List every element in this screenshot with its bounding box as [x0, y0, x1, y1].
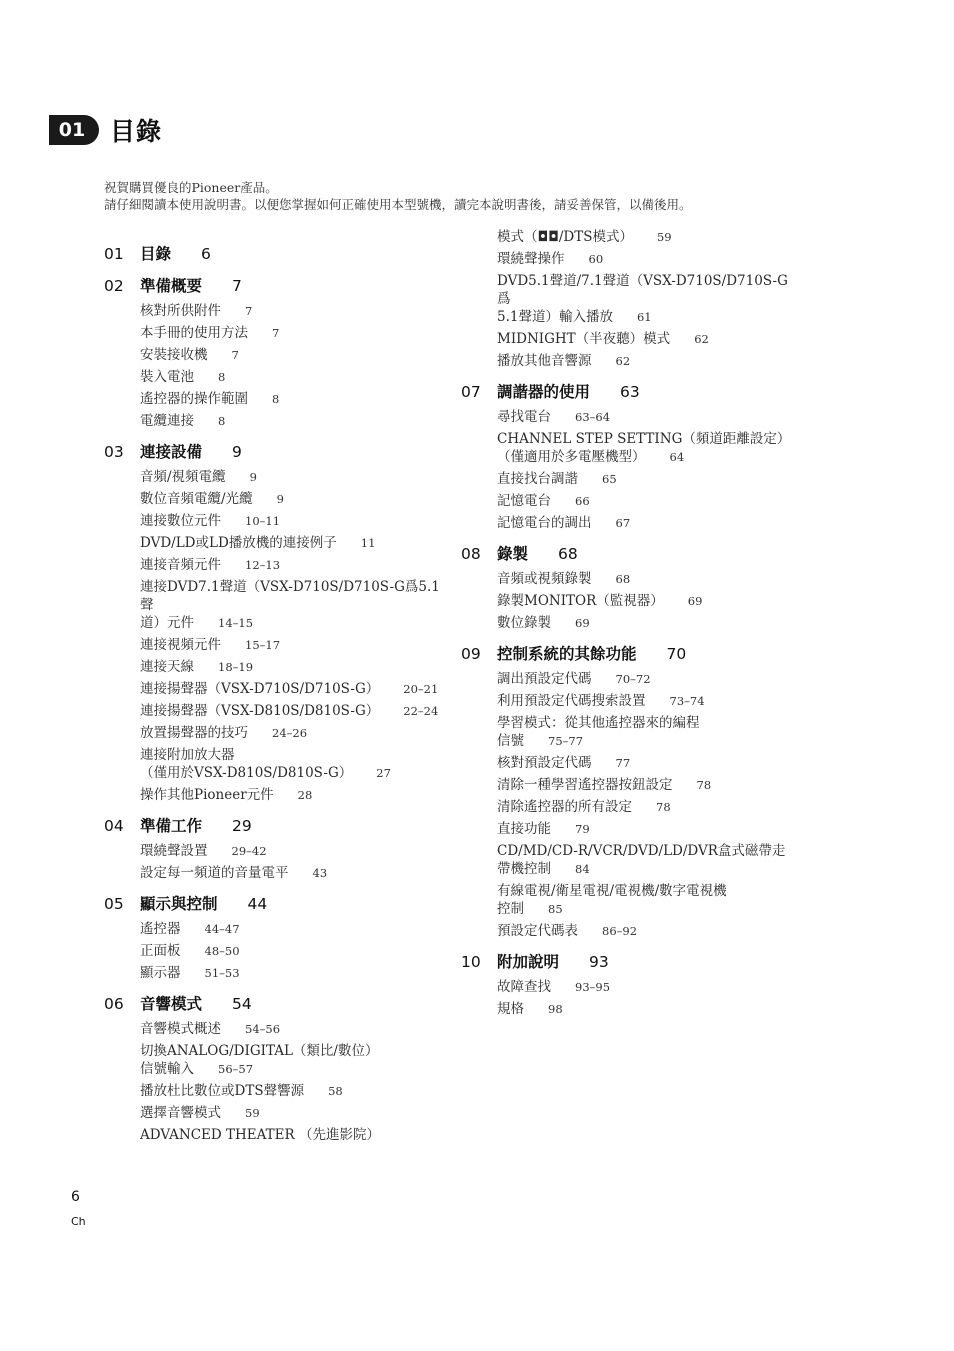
toc-entry-text: 播放杜比數位或DTS聲響源 — [140, 1083, 305, 1099]
toc-entry-page: 62 — [615, 354, 631, 368]
section-number: 09 — [461, 645, 481, 663]
toc-entry-text-cont: （僅用於VSX-D810S/D810S-G） — [140, 765, 353, 781]
toc-entry — [140, 786, 444, 804]
toc-entry-text-cont: 道）元件 — [140, 615, 194, 631]
toc-entry-text: 核對所供附件 — [140, 303, 221, 319]
toc-entry-page: 29–42 — [231, 844, 267, 858]
section-title: 連接設備 — [140, 443, 203, 461]
toc-entry-text: 利用預設定代碼搜索設置 — [497, 693, 646, 709]
toc-entry — [497, 250, 791, 268]
toc-entry — [497, 470, 791, 488]
toc-entry — [140, 412, 444, 430]
toc-entry-text: 設定每一頻道的音量電平 — [140, 865, 289, 881]
toc-entry-text: DVD5.1聲道/7.1聲道（VSX-D710S/D710S-G爲 — [497, 273, 788, 307]
toc-entry-page: 51–53 — [204, 966, 240, 980]
intro-line-2: 請仔細閱讀本使用說明書。以便您掌握如何正確使用本型號機，讀完本說明書後，請妥善保管，以備後用。 — [104, 197, 692, 212]
section-page: 63 — [620, 383, 640, 401]
toc-entry-text: 有線電視/衛星電視/電視機/數字電視機 — [497, 883, 727, 899]
toc-entry — [140, 702, 444, 720]
toc-entry — [140, 636, 444, 654]
toc-entry-page: 64 — [669, 450, 685, 464]
toc-entry-text-cont: （僅適用於多電壓機型） — [497, 449, 646, 465]
toc-entry-text-cont: 信號輸入 — [140, 1061, 194, 1077]
toc-entry-text: 直接找台調諧 — [497, 471, 578, 487]
toc-section-heading — [104, 274, 444, 296]
toc-entry-page: 69 — [575, 616, 590, 630]
toc-entry — [497, 714, 791, 750]
toc-entry-page: 79 — [575, 822, 590, 836]
section-page: 9 — [232, 443, 242, 461]
toc-entry-page: 61 — [636, 310, 652, 324]
toc-entry-page: 43 — [312, 866, 328, 880]
toc-entry-text: 正面板 — [140, 943, 181, 959]
section-number: 04 — [104, 817, 124, 835]
toc-entry-text: 連接數位元件 — [140, 513, 221, 529]
toc-entry-text-cont: 信號 — [497, 733, 524, 749]
toc-entry — [497, 842, 791, 878]
section-page: 54 — [232, 995, 252, 1013]
toc-entry — [140, 1104, 444, 1122]
section-title: 顯示與控制 — [140, 895, 218, 913]
toc-entry-text-cont: 帶機控制 — [497, 861, 551, 877]
toc-entry-text: 記憶電台的調出 — [497, 515, 592, 531]
toc-entry-page: 8 — [218, 414, 226, 428]
toc-entry — [140, 746, 444, 782]
page-title: 目錄 — [110, 117, 163, 146]
toc-entry-text: 清除一種學習遙控器按鈕設定 — [497, 777, 673, 793]
toc-entry-text: 記憶電台 — [497, 493, 551, 509]
toc-entry — [140, 1020, 444, 1038]
toc-entry-page: 60 — [588, 252, 604, 266]
toc-entry-page: 7 — [272, 326, 280, 340]
section-number: 03 — [104, 443, 124, 461]
toc-entry — [140, 964, 444, 982]
toc-left-column — [104, 232, 444, 1148]
toc-entry-text: 放置揚聲器的技巧 — [140, 725, 248, 741]
toc-entry-text: 裝入電池 — [140, 369, 194, 385]
toc-entry-page: 28 — [297, 788, 313, 802]
toc-section-heading — [104, 892, 444, 914]
toc-entry-page: 70–72 — [615, 672, 651, 686]
toc-entry-page: 54–56 — [245, 1022, 281, 1036]
toc-section-heading — [461, 642, 791, 664]
toc-entry-line-2 — [140, 1060, 444, 1078]
toc-entry-text: 數位錄製 — [497, 615, 551, 631]
toc-entry-page: 22–24 — [403, 704, 439, 718]
toc-entry-page: 11 — [360, 536, 376, 550]
toc-entry-text-cont: 5.1聲道）輸入播放 — [497, 309, 613, 325]
toc-entry-page: 8 — [272, 392, 280, 406]
toc-entry — [140, 942, 444, 960]
toc-entry-line-2 — [140, 614, 444, 632]
toc-entry — [140, 302, 444, 320]
toc-entry — [497, 272, 791, 326]
toc-entry-page: 18–19 — [218, 660, 254, 674]
section-number: 05 — [104, 895, 124, 913]
toc-entry-page: 56–57 — [218, 1062, 254, 1076]
toc-entry-text: 音響模式概述 — [140, 1021, 221, 1037]
toc-entry-page: 98 — [548, 1002, 563, 1016]
toc-entry — [497, 614, 791, 632]
toc-entry-line-2 — [140, 764, 444, 782]
toc-entry-text: 連接天線 — [140, 659, 194, 675]
toc-entry-text: 連接揚聲器（VSX-D810S/D810S-G） — [140, 703, 380, 719]
toc-section-heading — [461, 380, 791, 402]
toc-entry — [497, 330, 791, 348]
toc-entry-page: 14–15 — [218, 616, 254, 630]
toc-entry — [497, 670, 791, 688]
section-title: 準備概要 — [140, 277, 203, 295]
section-number: 02 — [104, 277, 124, 295]
toc-entry — [497, 692, 791, 710]
toc-entry-text: 音頻/視頻電纜 — [140, 469, 226, 485]
page-number: 6 — [71, 1189, 80, 1205]
toc-entry-line-2 — [497, 308, 791, 326]
toc-entry — [497, 776, 791, 794]
toc-entry — [497, 570, 791, 588]
toc-entry-text: 顯示器 — [140, 965, 181, 981]
toc-entry-text: 連接音頻元件 — [140, 557, 221, 573]
section-title: 音響模式 — [140, 995, 203, 1013]
toc-entry-page: 68 — [615, 572, 631, 586]
toc-entry — [140, 324, 444, 342]
toc-entry — [140, 468, 444, 486]
language-code: Ch — [71, 1215, 86, 1228]
toc-section-heading — [461, 950, 791, 972]
toc-entry-page: 69 — [687, 594, 703, 608]
section-page: 93 — [589, 953, 609, 971]
section-title: 附加說明 — [497, 953, 560, 971]
toc-entry-page: 62 — [694, 332, 709, 346]
toc-entry-page: 59 — [656, 230, 672, 244]
toc-entry-text: 本手冊的使用方法 — [140, 325, 248, 341]
toc-entry-page: 85 — [548, 902, 563, 916]
toc-entry-text: 遙控器 — [140, 921, 181, 937]
toc-entry-text: DVD/LD或LD播放機的連接例子 — [140, 535, 337, 551]
toc-entry-text: 遙控器的操作範圍 — [140, 391, 248, 407]
toc-entry — [140, 680, 444, 698]
toc-entry-text: 調出預設定代碼 — [497, 671, 592, 687]
toc-entry-text: 錄製MONITOR（監視器） — [497, 593, 664, 609]
section-page: 6 — [201, 245, 211, 263]
toc-entry-text-cont: 控制 — [497, 901, 524, 917]
toc-entry — [497, 514, 791, 532]
toc-entry — [140, 578, 444, 632]
toc-entry — [497, 408, 791, 426]
toc-entry — [140, 534, 444, 552]
toc-entry — [497, 492, 791, 510]
toc-entry — [140, 864, 444, 882]
toc-entry-page: 12–13 — [245, 558, 281, 572]
toc-entry-page: 84 — [575, 862, 590, 876]
toc-entry — [497, 754, 791, 772]
toc-entry — [497, 798, 791, 816]
toc-entry-page: 59 — [245, 1106, 260, 1120]
toc-entry — [140, 1042, 444, 1078]
section-title: 目錄 — [140, 245, 172, 263]
toc-entry — [140, 390, 444, 408]
toc-entry-page: 93–95 — [575, 980, 611, 994]
toc-entry-page: 7 — [231, 348, 239, 362]
toc-section-heading — [104, 440, 444, 462]
toc-entry-page: 7 — [245, 304, 253, 318]
toc-entry-line-2 — [497, 448, 791, 466]
toc-entry — [497, 922, 791, 940]
toc-entry-text: 播放其他音響源 — [497, 353, 592, 369]
toc-entry-text: 學習模式：從其他遙控器來的編程 — [497, 715, 700, 731]
toc-entry-text: MIDNIGHT（半夜聽）模式 — [497, 331, 671, 347]
toc-entry-text: 連接附加放大器 — [140, 747, 235, 763]
toc-entry — [140, 556, 444, 574]
toc-entry-line-2 — [497, 732, 791, 750]
toc-entry — [497, 352, 791, 370]
section-title: 準備工作 — [140, 817, 203, 835]
toc-entry-text: CD/MD/CD-R/VCR/DVD/LD/DVR盒式磁帶走 — [497, 843, 786, 859]
section-page: 29 — [232, 817, 252, 835]
toc-entry-text: 故障查找 — [497, 979, 551, 995]
toc-entry-text: 規格 — [497, 1001, 524, 1017]
toc-entry-page: 8 — [218, 370, 226, 384]
toc-entry-text: 切換ANALOG/DIGITAL（類比/數位） — [140, 1043, 379, 1059]
section-title: 控制系統的其餘功能 — [497, 645, 637, 663]
toc-entry-page: 20–21 — [403, 682, 439, 696]
toc-entry-page: 77 — [615, 756, 631, 770]
toc-entry-page: 86–92 — [602, 924, 638, 938]
toc-entry-text: 清除遙控器的所有設定 — [497, 799, 632, 815]
toc-entry-text: 直接功能 — [497, 821, 551, 837]
toc-entry-page: 78 — [656, 800, 671, 814]
toc-entry-page: 67 — [615, 516, 631, 530]
toc-entry-page: 65 — [602, 472, 617, 486]
toc-entry — [140, 368, 444, 386]
toc-section-heading — [461, 542, 791, 564]
toc-entry — [140, 1126, 444, 1144]
toc-section-heading — [104, 242, 444, 264]
toc-entry-page: 78 — [696, 778, 712, 792]
section-number: 08 — [461, 545, 481, 563]
toc-entry — [497, 820, 791, 838]
toc-entry-text: 選擇音響模式 — [140, 1105, 221, 1121]
toc-entry — [140, 346, 444, 364]
section-number: 10 — [461, 953, 481, 971]
toc-entry-text: 環繞聲操作 — [497, 251, 565, 267]
toc-entry-text: ADVANCED THEATER （先進影院） — [140, 1127, 380, 1143]
toc-entry-text: 數位音頻電纜/光纜 — [140, 491, 253, 507]
toc-entry — [497, 228, 791, 246]
toc-section-heading — [104, 814, 444, 836]
toc-entry-text: 尋找電台 — [497, 409, 551, 425]
section-title: 錄製 — [497, 545, 529, 563]
toc-entry — [140, 658, 444, 676]
toc-entry-text: 連接視頻元件 — [140, 637, 221, 653]
toc-entry-line-2 — [497, 860, 791, 878]
toc-entry-text: 核對預設定代碼 — [497, 755, 592, 771]
toc-entry — [140, 490, 444, 508]
toc-entry-page: 9 — [249, 470, 257, 484]
toc-entry-page: 10–11 — [245, 514, 281, 528]
toc-entry-page: 48–50 — [204, 944, 240, 958]
toc-continued-entries — [461, 228, 791, 370]
toc-entry-page: 15–17 — [245, 638, 281, 652]
intro-text — [104, 179, 692, 213]
toc-entry-page: 44–47 — [204, 922, 240, 936]
toc-entry — [497, 592, 791, 610]
toc-entry-text: 模式（◘◘/DTS模式） — [497, 229, 633, 245]
toc-entry-text: 音頻或視頻錄製 — [497, 571, 592, 587]
toc-entry-page: 63–64 — [575, 410, 611, 424]
toc-entry-page: 24–26 — [272, 726, 308, 740]
toc-entry-text: 連接揚聲器（VSX-D710S/D710S-G） — [140, 681, 380, 697]
section-number: 01 — [104, 245, 124, 263]
toc-entry-text: CHANNEL STEP SETTING（頻道距離設定） — [497, 431, 791, 447]
toc-entry-text: 安裝接收機 — [140, 347, 208, 363]
section-page: 44 — [247, 895, 268, 913]
section-number: 06 — [104, 995, 124, 1013]
toc-entry — [140, 1082, 444, 1100]
toc-entry — [497, 430, 791, 466]
section-number: 07 — [461, 383, 481, 401]
toc-entry-text: 連接DVD7.1聲道（VSX-D710S/D710S-G爲5.1聲 — [140, 579, 440, 613]
toc-entry-text: 操作其他Pioneer元件 — [140, 787, 274, 803]
toc-entry-page: 58 — [328, 1084, 343, 1098]
toc-section-heading — [104, 992, 444, 1014]
toc-entry-text: 預設定代碼表 — [497, 923, 578, 939]
toc-entry-text: 電纜連接 — [140, 413, 194, 429]
toc-entry — [140, 842, 444, 860]
toc-entry-page: 66 — [575, 494, 590, 508]
chapter-badge: 01 — [49, 115, 99, 145]
section-title: 調諧器的使用 — [497, 383, 591, 401]
toc-entry-page: 75–77 — [548, 734, 584, 748]
toc-entry — [497, 882, 791, 918]
toc-entry — [497, 1000, 791, 1018]
toc-entry — [497, 978, 791, 996]
section-page: 7 — [232, 277, 242, 295]
intro-line-1: 祝賀購買優良的Pioneer產品。 — [104, 180, 278, 195]
toc-entry-page: 27 — [376, 766, 391, 780]
section-page: 70 — [666, 645, 687, 663]
toc-entry-line-2 — [497, 900, 791, 918]
toc-entry — [140, 512, 444, 530]
toc-entry-text: 環繞聲設置 — [140, 843, 208, 859]
toc-entry-page: 73–74 — [669, 694, 705, 708]
toc-right-column — [461, 229, 791, 1022]
toc-entry-page: 9 — [276, 492, 284, 506]
toc-entry — [140, 920, 444, 938]
toc-entry — [140, 724, 444, 742]
section-page: 68 — [558, 545, 578, 563]
